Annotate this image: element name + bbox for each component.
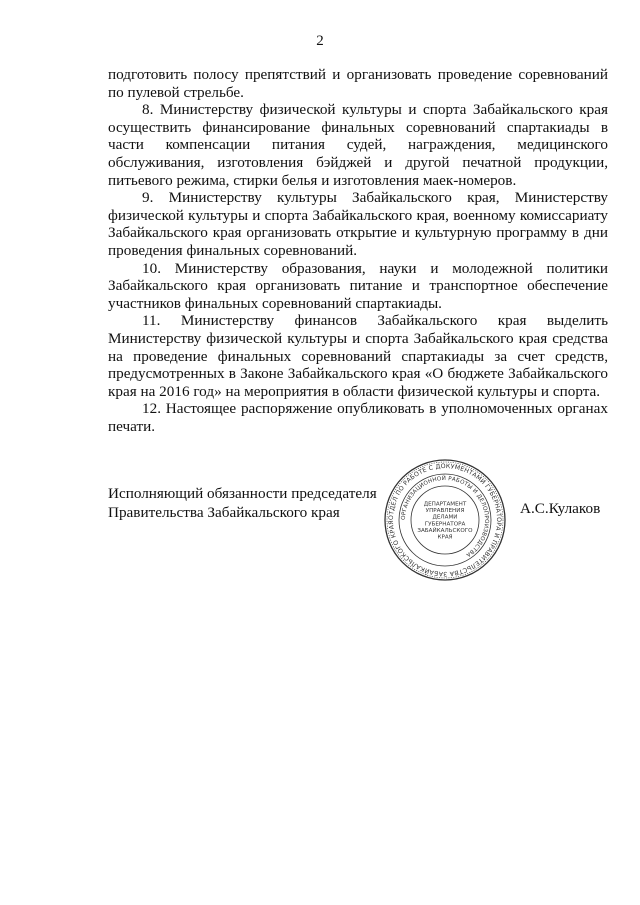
paragraph-item-12: 12. Настоящее распоряжение опубликовать в уполномоченных органах печати. xyxy=(108,400,608,435)
seal-center-line: ГУБЕРНАТОРА xyxy=(424,521,466,528)
signatory-position xyxy=(108,484,388,522)
seal-center-line: ДЕПАРТАМЕНТ xyxy=(423,501,467,508)
signatory-name: А.С.Кулаков xyxy=(520,500,601,517)
seal-center-line: ЗАБАЙКАЛЬСКОГО xyxy=(417,527,473,534)
page-number: 2 xyxy=(316,33,324,49)
document-body xyxy=(108,66,608,435)
paragraph-item-11: 11. Министерству финансов Забайкальского края выделить Министерству физической культуры и спорта Забайкальского края средства на проведение финальных соревнований спартакиады за счет средств, предусмотренных в Законе Забайкальского края «О бюджете Забайкальского края на 2016 год» на мероприятия в области физической культуры и спорта. xyxy=(108,312,608,400)
svg-text:ОТДЕЛ ПО РАБОТЕ С ДОКУМЕНТАМИ: ОТДЕЛ ПО РАБОТЕ С ДОКУМЕНТАМИ ГУБЕРНАТОРА И ПРАВИТЕЛЬСТВА ЗАБАЙКАЛЬСКОГО КРАЯ xyxy=(387,462,503,578)
signatory-position-line-2: Правительства Забайкальского края xyxy=(108,504,340,521)
seal-center-line: КРАЯ xyxy=(437,534,453,541)
paragraph-item-9: 9. Министерству культуры Забайкальского края, Министерству физической культуры и спорта Забайкальского края, военному комиссариату Забайкальского края организовать открытие и культурную программу в дни проведения финальных соревнований. xyxy=(108,189,608,259)
paragraph-item-8: 8. Министерству физической культуры и спорта Забайкальского края осуществить финансирование финальных соревнований спартакиады в части компенсации питания судей, награждения, медицинского обслуживания, изготовления бэйджей и другой печатной продукции, питьевого режима, стирки белья и изготовления маек-номеров. xyxy=(108,101,608,189)
seal-graphic xyxy=(383,458,507,582)
seal-center-line: ДЕЛАМИ xyxy=(432,514,458,521)
seal-center-line: УПРАВЛЕНИЯ xyxy=(425,508,465,515)
svg-text:ОРГАНИЗАЦИОННОЙ РАБОТЫ И ДЕЛОП: ОРГАНИЗАЦИОННОЙ РАБОТЫ И ДЕЛОПРОИЗВОДСТВА xyxy=(400,475,490,558)
official-seal-stamp xyxy=(383,458,507,582)
paragraph-item-10: 10. Министерству образования, науки и молодежной политики Забайкальского края организовать питание и транспортное обеспечение участников финальных соревнований спартакиады. xyxy=(108,259,608,312)
paragraph-continuation: подготовить полосу препятствий и организовать проведение соревнований по пулевой стрельбе. xyxy=(108,66,608,101)
signatory-position-line-1: Исполняющий обязанности председателя xyxy=(108,485,377,502)
